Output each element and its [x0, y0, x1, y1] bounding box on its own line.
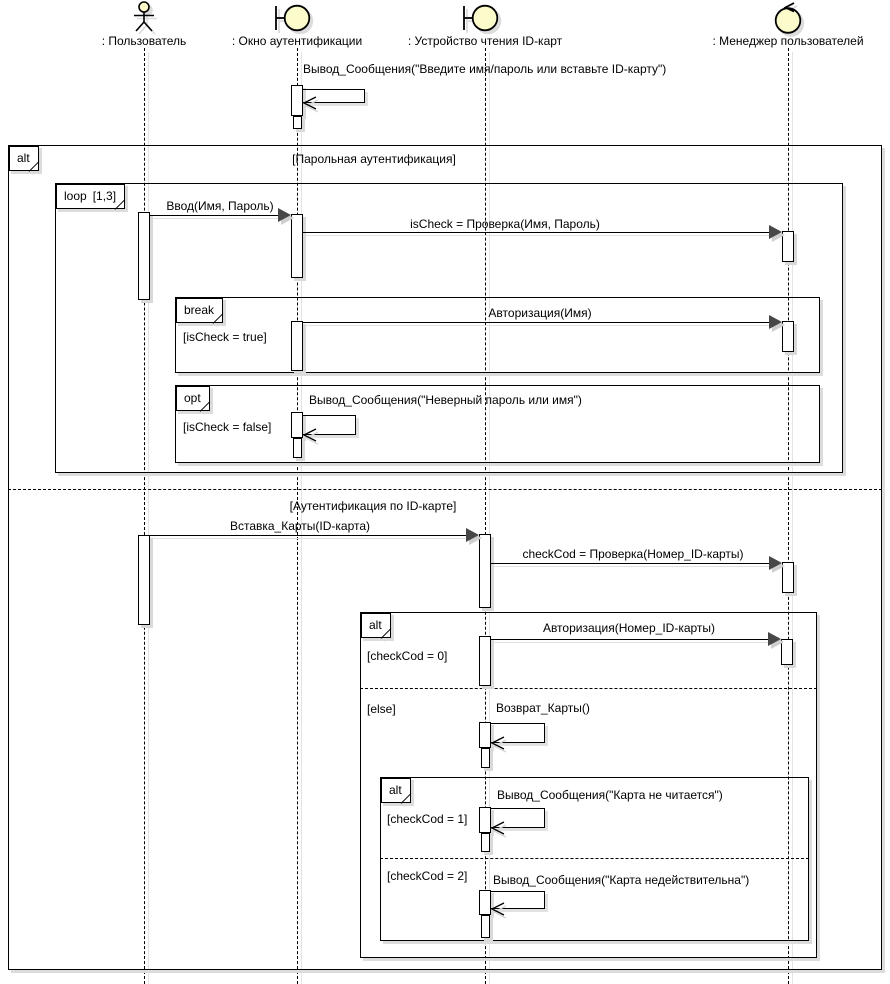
fragment-operator-tab-alt — [8, 145, 39, 171]
operand-divider-alt-checkcod — [360, 688, 817, 689]
message-line-input-credentials — [150, 215, 278, 216]
actor-icon — [124, 0, 164, 33]
fragment-operator-tab-alt3 — [380, 777, 411, 803]
boundary-icon — [272, 3, 324, 33]
activation-user-card — [138, 535, 150, 625]
lifeline-label-user-manager: : Менеджер пользователей — [712, 34, 864, 48]
activation-manager-check — [782, 231, 794, 262]
fragment-operator-tab-break — [175, 297, 223, 323]
operator-label: break — [184, 303, 215, 317]
message-label-authorize-card: Авторизация(Номер_ID-карты) — [542, 621, 716, 635]
activation-manager-check-card — [782, 562, 794, 593]
message-label-card-invalid: Вывод_Сообщения("Карта недействительна") — [493, 873, 750, 887]
sync-arrow-icon — [769, 225, 782, 239]
message-label-return-card: Возврат_Карты() — [496, 701, 590, 715]
guard-ischeck-true: [isCheck = true] — [183, 330, 267, 344]
lifeline-label-auth-window: : Окно аутентификации — [231, 34, 363, 48]
message-line-authorize-card — [491, 639, 768, 640]
activation-reader-return-nested — [481, 748, 490, 768]
activation-reader-invalid-nested — [481, 915, 490, 938]
guard-checkcod-1: [checkCod = 1] — [387, 812, 468, 826]
lifeline-label-card-reader: : Устройство чтения ID-карт — [407, 34, 563, 48]
operator-label: opt — [184, 391, 201, 405]
open-arrow-icon — [490, 821, 505, 835]
lifeline-label-user: : Пользователь — [101, 34, 187, 48]
activation-reader-authorize — [479, 636, 491, 686]
message-label-insert-card: Вставка_Карты(ID-карта) — [229, 519, 371, 533]
message-label-prompt: Вывод_Сообщения("Введите имя/пароль или вставьте ID-карту") — [303, 62, 667, 76]
message-label-check-card: checkCod = Проверка(Номер_ID-карты) — [522, 547, 744, 561]
control-icon — [770, 2, 806, 34]
activation-manager-authorize — [782, 321, 794, 352]
activation-reader-unreadable-nested — [481, 833, 490, 852]
guard-password-auth: [Парольная аутентификация] — [292, 152, 456, 166]
guard-idcard-auth: [Аутентификация по ID-карте] — [289, 499, 457, 513]
sync-arrow-icon — [769, 315, 782, 329]
open-arrow-icon — [490, 736, 505, 750]
message-label-card-unreadable: Вывод_Сообщения("Карта не читается") — [497, 788, 723, 802]
guard-else: [else] — [367, 702, 396, 716]
sync-arrow-icon — [466, 528, 479, 542]
loop-condition-label: [1,3] — [92, 189, 117, 203]
message-line-check-card — [491, 563, 769, 564]
sync-arrow-icon — [278, 208, 291, 222]
open-arrow-icon — [302, 96, 317, 110]
boundary-icon — [460, 3, 512, 33]
activation-manager-authorize-card — [781, 639, 793, 665]
message-label-authorize-name: Авторизация(Имя) — [488, 306, 592, 320]
activation-auth-window-input — [291, 214, 303, 278]
activation-reader-insert — [479, 534, 491, 608]
message-label-input-credentials: Ввод(Имя, Пароль) — [166, 199, 274, 213]
activation-user-login — [138, 212, 150, 300]
operator-label: alt — [389, 783, 402, 797]
fragment-operator-tab-opt — [175, 385, 210, 411]
open-arrow-icon — [490, 902, 505, 916]
sync-arrow-icon — [768, 632, 781, 646]
activation-auth-window-opt-nested — [293, 438, 302, 458]
message-line-authorize-name — [303, 322, 769, 323]
message-label-wrong-password: Вывод_Сообщения("Неверный пароль или имя") — [309, 393, 582, 407]
message-line-check-credentials — [303, 232, 769, 233]
operand-divider-alt-card-errors — [380, 858, 809, 859]
operator-label: loop — [64, 189, 87, 203]
operator-label: alt — [17, 151, 30, 165]
activation-auth-window-break — [291, 321, 303, 371]
activation-auth-window-prompt-nested — [293, 116, 302, 129]
operand-divider-alt-authentication — [8, 489, 882, 490]
tab-notch — [213, 313, 224, 324]
guard-checkcod-2: [checkCod = 2] — [387, 869, 468, 883]
guard-checkcod-0: [checkCod = 0] — [367, 649, 448, 663]
tab-notch — [115, 199, 126, 210]
guard-ischeck-false: [isCheck = false] — [183, 420, 272, 434]
open-arrow-icon — [302, 428, 317, 442]
operator-label: alt — [369, 618, 382, 632]
message-label-check-credentials: isCheck = Проверка(Имя, Пароль) — [410, 217, 600, 231]
fragment-operator-tab-alt2 — [360, 612, 391, 638]
message-line-insert-card — [150, 535, 466, 536]
fragment-operator-tab-loop — [55, 183, 125, 209]
sync-arrow-icon — [769, 556, 782, 570]
